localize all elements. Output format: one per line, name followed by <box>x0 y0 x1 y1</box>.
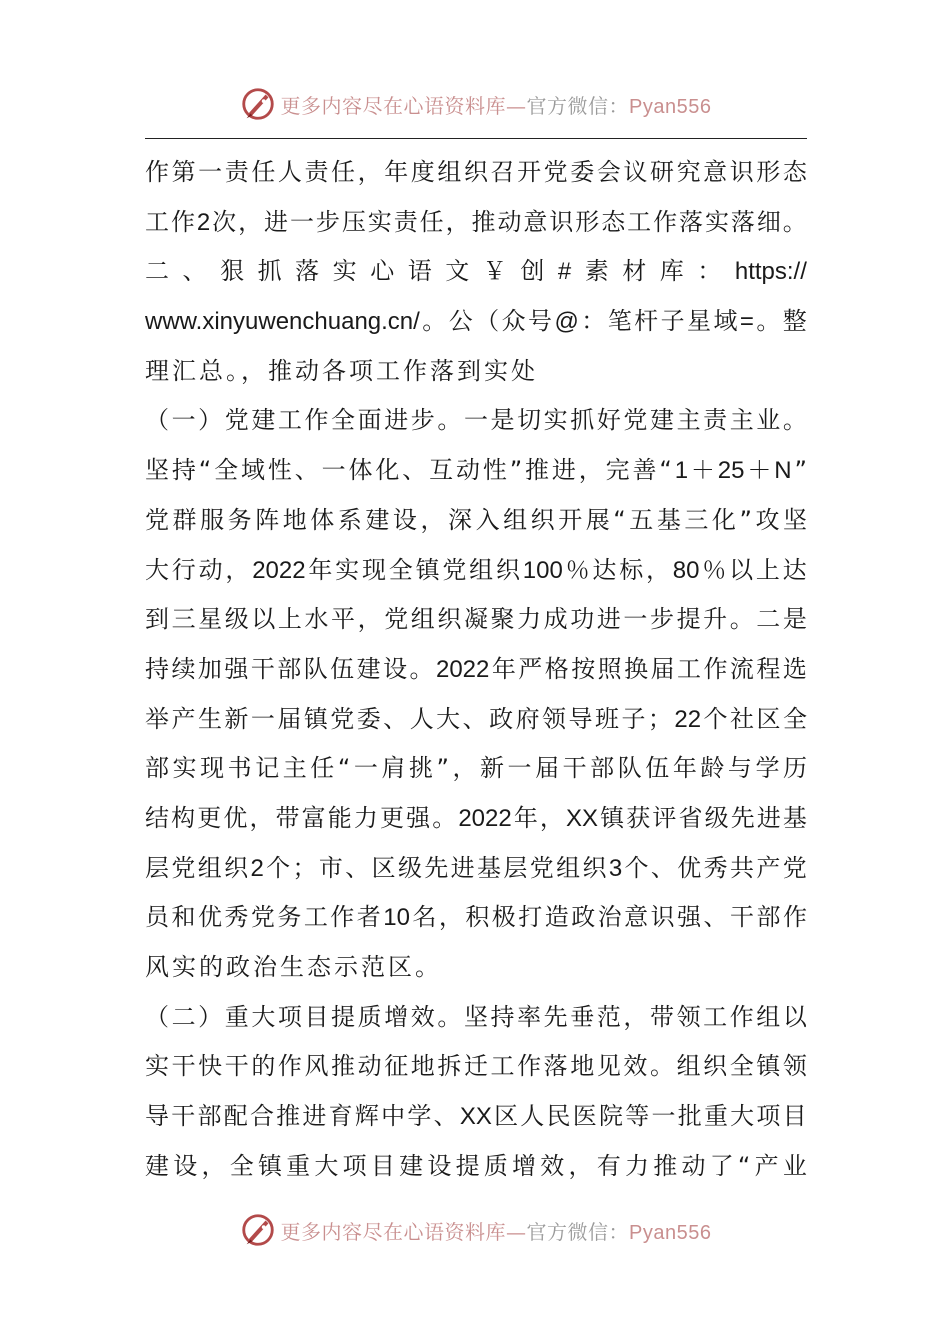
body-line: 大 行 动 ， 2022 年 实 现 全 镇 党 组 织 100 ％ 达 标 ， 80 ％ 以 上 达 <box>145 555 807 584</box>
body-line: 理汇总。，推动各项工作落到实处 <box>145 356 538 385</box>
body-line: 建 设 ， 全 镇 重 大 项 目 建 设 提 质 增 效 ， 有 力 推 动 了 “ 产 业 <box>145 1151 807 1180</box>
header-banner <box>0 82 950 126</box>
footer-banner-id: Pyan556 <box>629 1221 712 1244</box>
footer-banner-text <box>281 1216 712 1245</box>
body-line: 风实的政治生态示范区。 <box>145 953 442 981</box>
body-line: 工 作 2 次 ， 进 一 步 压 实 责 任 ， 推 动 意 识 形 态 工 作 落 实 落 细 。 <box>145 207 807 236</box>
body-line: 层 党 组 织 2 个 ； 市 、 区 级 先 进 基 层 党 组 织 3 个 、 优 秀 共 产 党 <box>145 853 807 882</box>
pen-logo-icon <box>239 1211 277 1249</box>
body-line: 举 产 生 新 一 届 镇 党 委 、 人 大 、 政 府 领 导 班 子 ； 22 个 社 区 全 <box>145 704 807 733</box>
body-line: 结 构 更 优 ， 带 富 能 力 更 强 。 2022 年 ， XX 镇 获 评 省 级 先 进 基 <box>145 803 807 832</box>
header-banner-id: Pyan556 <box>629 95 712 118</box>
body-line: 到 三 星 级 以 上 水 平 ， 党 组 织 凝 聚 力 成 功 进 一 步 提 升 。 二 是 <box>145 605 807 634</box>
body-line: 作 第 一 责 任 人 责 任 ， 年 度 组 织 召 开 党 委 会 议 研 究 意 识 形 态 <box>145 158 807 186</box>
header-banner-official: 官方微信： <box>526 93 630 118</box>
body-line: 二 、 狠 抓 落 实 心 语 文 ￥ 创 # 素 材 库 ： https:// <box>145 257 807 286</box>
body-line: 实 干 快 干 的 作 风 推 动 征 地 拆 迁 工 作 落 地 见 效 。 组 织 全 镇 领 <box>145 1052 807 1081</box>
document-body <box>145 148 807 1191</box>
body-line: （ 一 ） 党 建 工 作 全 面 进 步 。 一 是 切 实 抓 好 党 建 主 责 主 业 。 <box>145 406 807 435</box>
header-banner-dash: — <box>506 93 527 118</box>
body-line: 持 续 加 强 干 部 队 伍 建 设 。 2022 年 严 格 按 照 换 届 工 作 流 程 选 <box>145 654 807 683</box>
header-banner-main: 更多内容尽在心语资料库 <box>280 93 507 118</box>
footer-banner-official: 官方微信： <box>526 1219 630 1244</box>
body-line: 导 干 部 配 合 推 进 育 辉 中 学 、 XX 区 人 民 医 院 等 一 批 重 大 项 目 <box>145 1102 807 1131</box>
pen-logo-icon <box>239 85 277 123</box>
body-line: 员 和 优 秀 党 务 工 作 者 10 名 ， 积 极 打 造 政 治 意 识 强 、 干 部 作 <box>145 903 807 932</box>
body-line: www.xinyuwenchuang.cn/ 。 公 （ 众 号 @ ： 笔 杆 子 星 域 = 。 整 <box>145 307 807 336</box>
body-line: 党 群 服 务 阵 地 体 系 建 设 ， 深 入 组 织 开 展 “ 五 基 三 化 ” 攻 坚 <box>145 505 807 534</box>
body-line: 部 实 现 书 记 主 任 “ 一 肩 挑 ” ， 新 一 届 干 部 队 伍 年 龄 与 学 历 <box>145 754 807 783</box>
footer-banner-main: 更多内容尽在心语资料库 <box>280 1219 507 1244</box>
body-line: （ 二 ） 重 大 项 目 提 质 增 效 。 坚 持 率 先 垂 范 ， 带 领 工 作 组 以 <box>145 1002 807 1031</box>
footer-banner <box>0 1208 950 1252</box>
header-rule <box>145 138 807 139</box>
footer-banner-dash: — <box>506 1219 527 1244</box>
header-banner-text <box>281 90 712 119</box>
body-line: 坚 持 “ 全 域 性 、 一 体 化 、 互 动 性 ” 推 进 ， 完 善 “ 1 ＋ 25 ＋ N ” <box>145 456 807 485</box>
